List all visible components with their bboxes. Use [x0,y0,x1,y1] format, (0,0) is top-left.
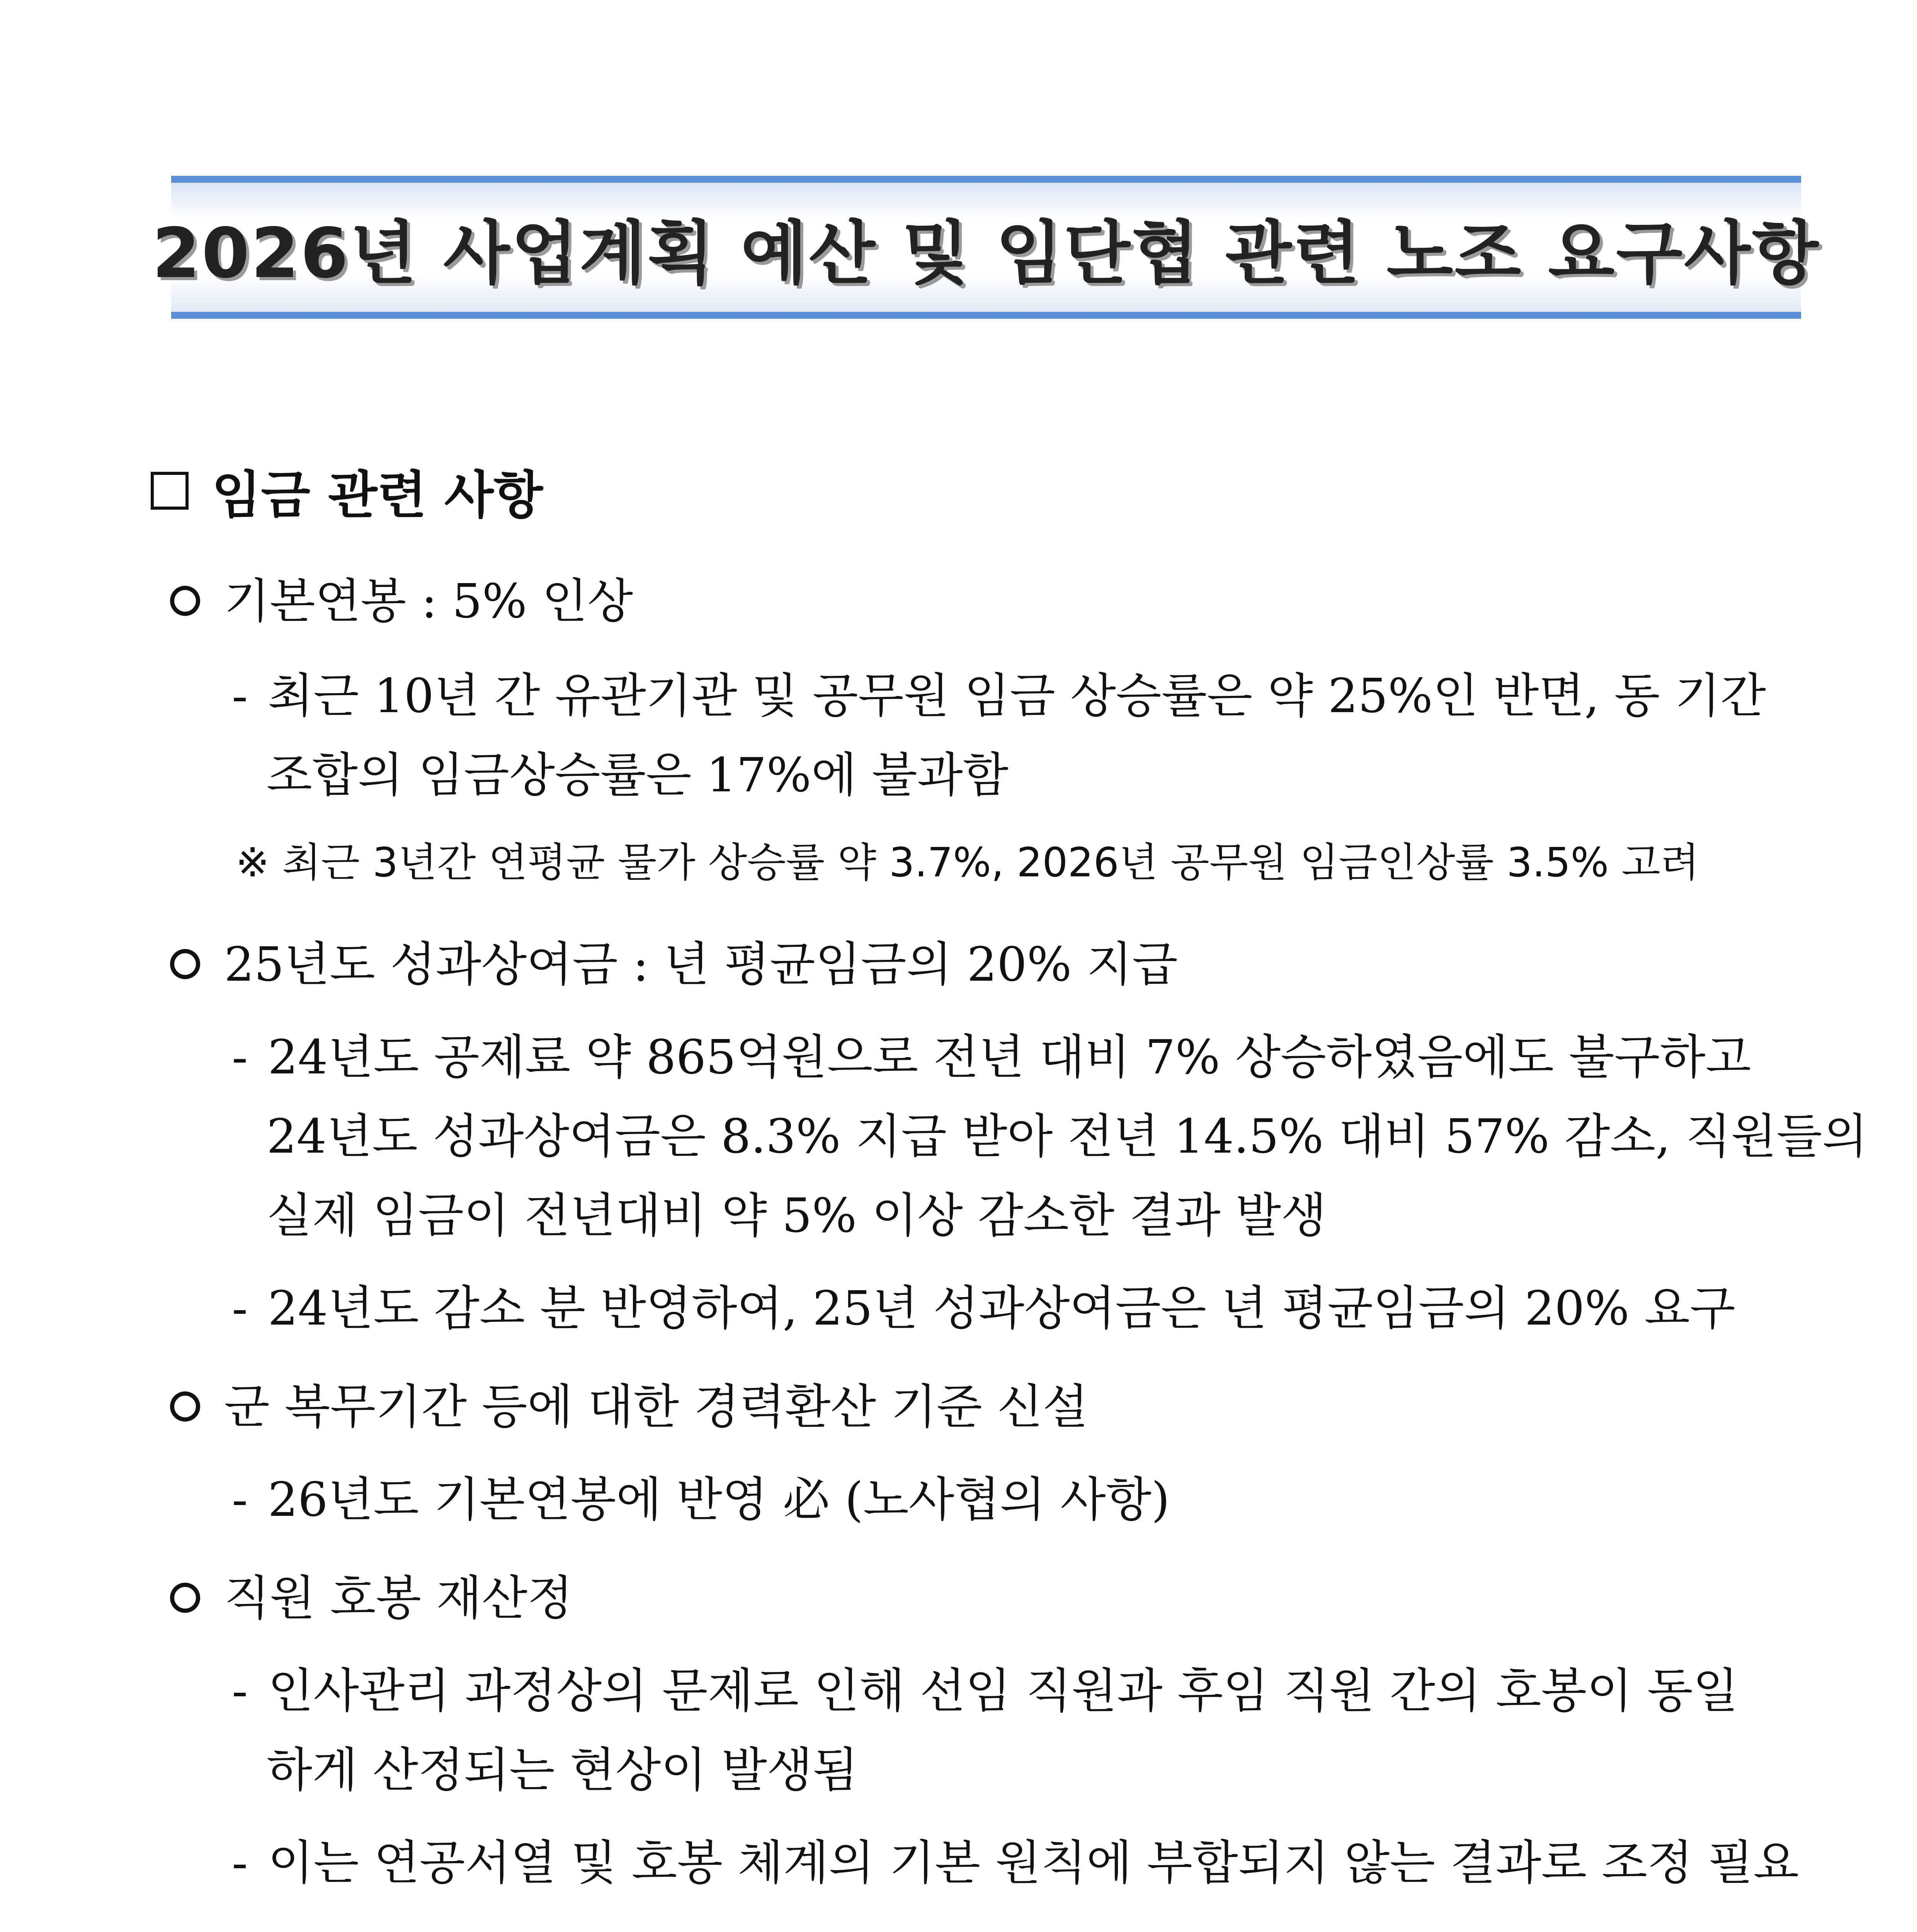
section-heading-text: 임금 관련 사항 [212,465,543,525]
item-grade [170,1571,573,1626]
dash-marker: - [232,1835,248,1890]
section-heading [151,454,543,527]
circle-marker-icon [170,586,200,616]
dash-marker: - [232,1281,248,1336]
detail-line [232,1281,1736,1336]
item-bonus [170,937,1178,992]
detail-line [232,1835,1799,1890]
square-box-icon [151,472,189,510]
detail-line-continued: 24년도 성과상여금은 8.3% 지급 받아 전년 14.5% 대비 57% 감소, 직원들의 [267,1109,1868,1164]
item-base-salary [170,574,633,629]
detail-text: 최근 10년 간 유관기관 및 공무원 임금 상승률은 약 25%인 반면, 동 기간 [268,668,1766,723]
dash-marker: - [232,1472,248,1527]
dash-marker: - [232,668,248,723]
circle-marker-icon [170,949,200,979]
detail-text: 이는 연공서열 및 호봉 체계의 기본 원칙에 부합되지 않는 결과로 조정 필요 [268,1835,1799,1890]
reference-note: ※ 최근 3년간 연평균 물가 상승률 약 3.7%, 2026년 공무원 임금인상률 3.5% 고려 [236,839,1699,886]
detail-line [232,668,1808,723]
detail-text: 인사관리 과정상의 문제로 인해 선임 직원과 후임 직원 간의 호봉이 동일 [268,1663,1738,1718]
dash-marker: - [232,1030,248,1085]
item-heading: 기본연봉 : 5% 인상 [224,574,633,629]
dash-marker: - [232,1663,248,1718]
detail-line-continued: 하게 산정되는 현상이 발생됨 [267,1743,858,1798]
detail-line-continued: 실제 임금이 전년대비 약 5% 이상 감소한 결과 발생 [267,1188,1327,1243]
detail-line [232,1663,1738,1718]
detail-line [232,1472,1170,1527]
detail-text: 24년도 감소 분 반영하여, 25년 성과상여금은 년 평균임금의 20% 요구 [268,1281,1736,1336]
detail-text: 26년도 기본연봉에 반영 必 (노사협의 사항) [268,1472,1170,1527]
detail-line [232,1030,1751,1085]
circle-marker-icon [170,1583,200,1613]
circle-marker-icon [170,1391,200,1422]
item-heading: 25년도 성과상여금 : 년 평균임금의 20% 지급 [224,937,1178,992]
item-heading: 직원 호봉 재산정 [224,1571,573,1626]
title-banner [152,176,1820,319]
page-title: 2026년 사업계획 예산 및 임단협 관련 노조 요구사항 [152,213,1820,293]
item-military [170,1379,1089,1434]
detail-text: 24년도 공제료 약 865억원으로 전년 대비 7% 상승하였음에도 불구하고 [268,1030,1751,1085]
detail-line-continued: 조합의 임금상승률은 17%에 불과함 [267,748,1009,803]
item-heading: 군 복무기간 등에 대한 경력환산 기준 신설 [224,1379,1089,1434]
